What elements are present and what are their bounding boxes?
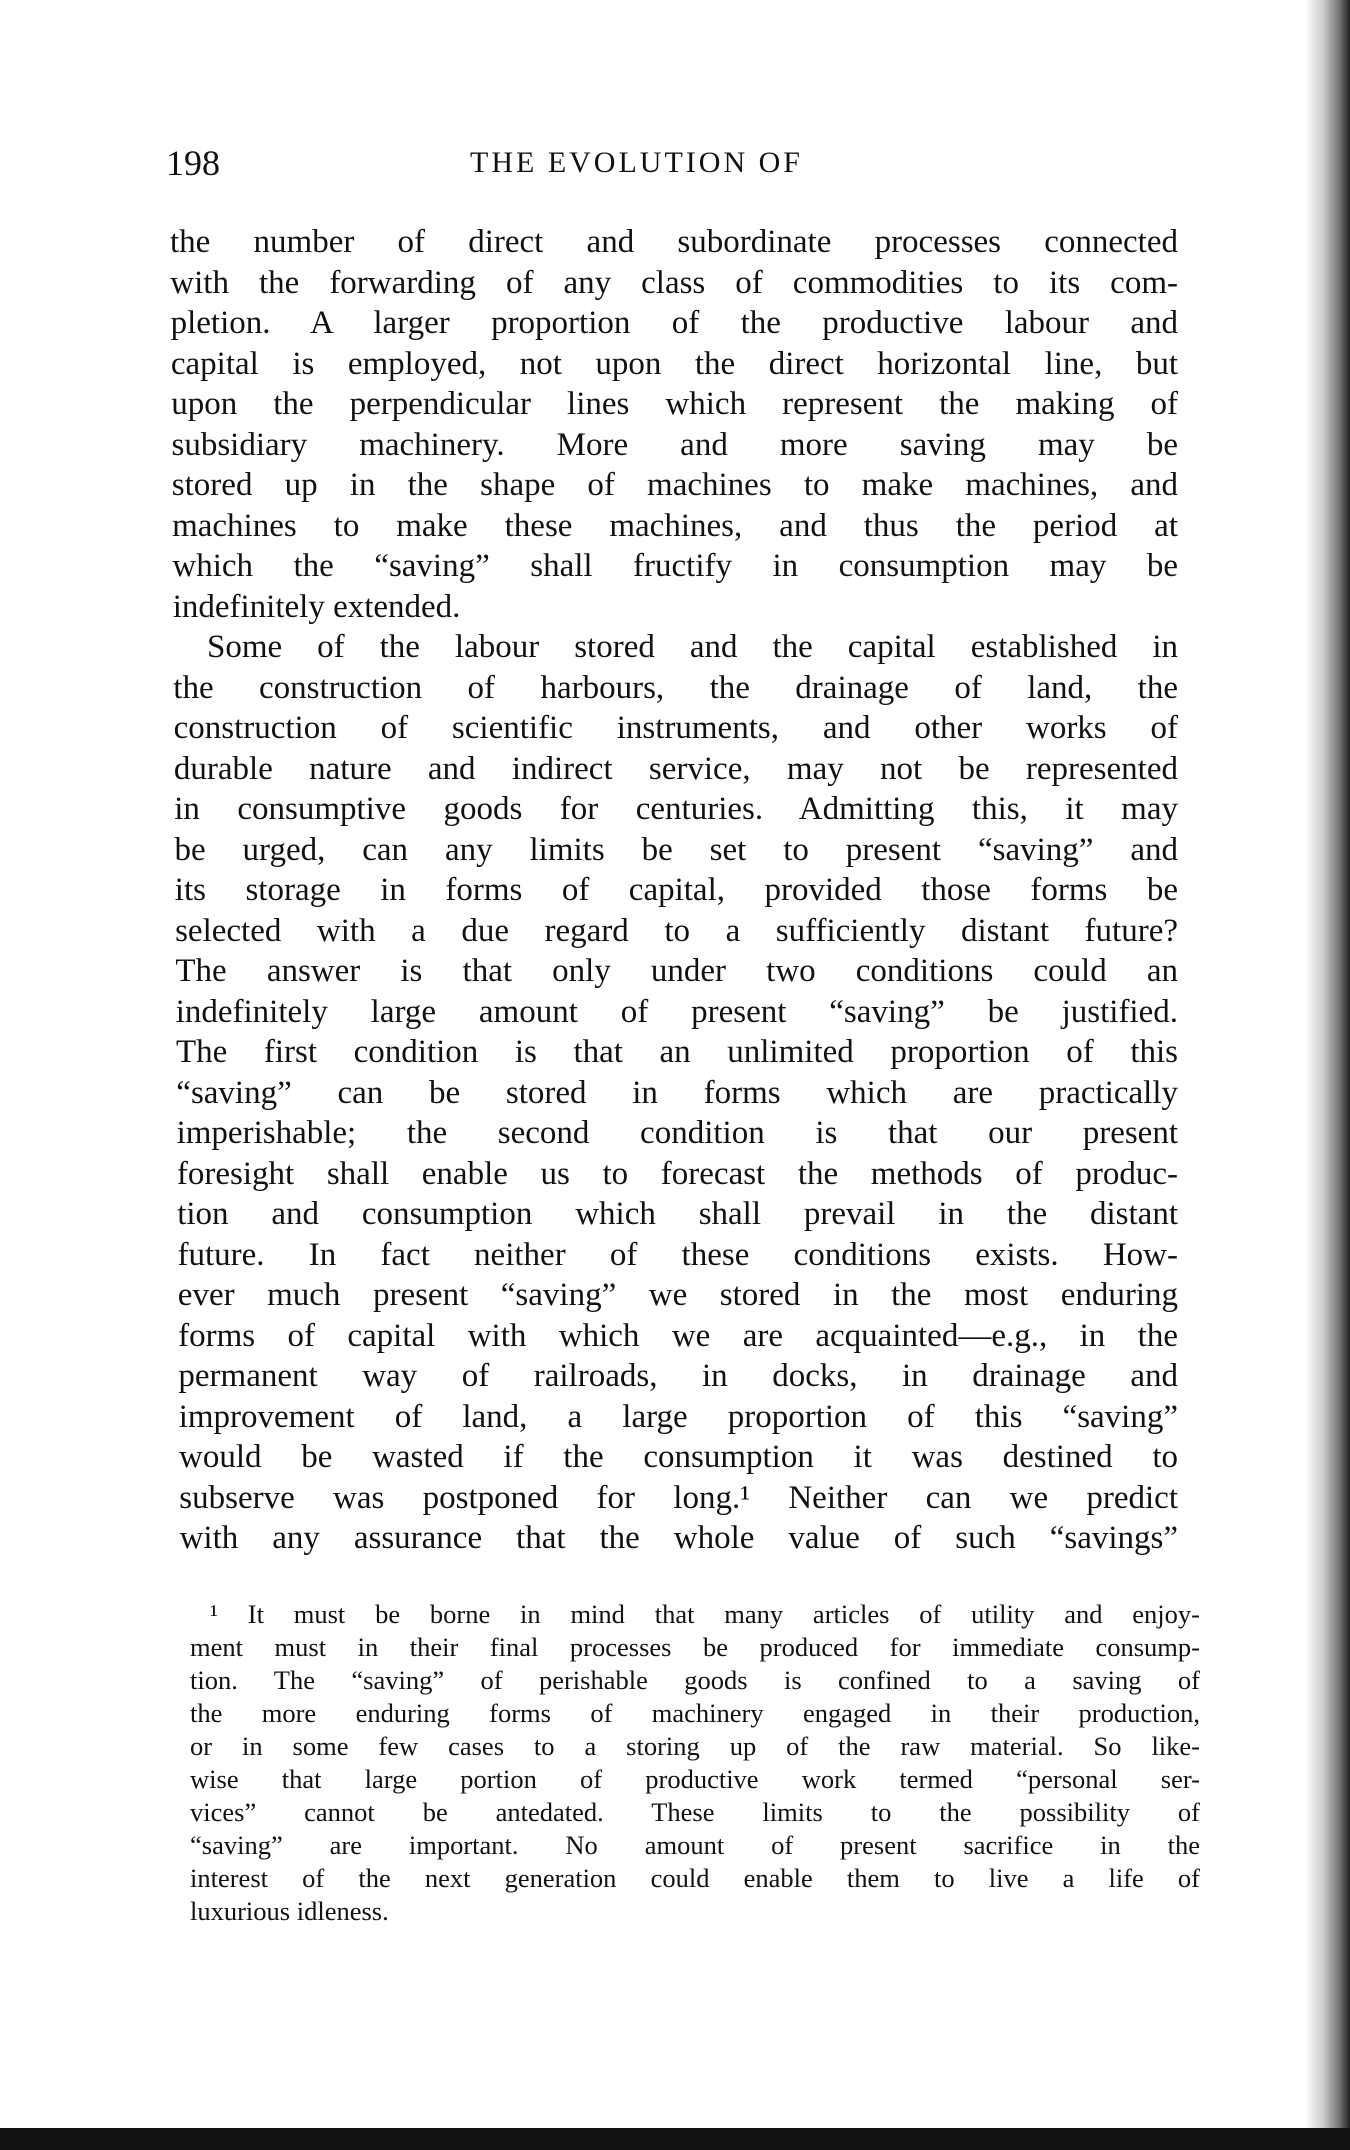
- body-text: [170, 222, 1178, 1559]
- footnote-line: or in some few cases to a storing up of the raw material. So like-: [190, 1731, 1200, 1761]
- footnote-line: the more enduring forms of machinery engaged in their production,: [190, 1698, 1200, 1728]
- text-line: the construction of harbours, the drainage of land, the: [173, 669, 1178, 706]
- text-line: Some of the labour stored and the capital established in: [207, 629, 1178, 665]
- text-line: durable nature and indirect service, may not be represented: [173, 750, 1178, 787]
- text-line: selected with a due regard to a sufficiently distant future?: [175, 912, 1178, 949]
- text-line: upon the perpendicular lines which represent the making of: [171, 386, 1178, 422]
- text-line: subsidiary machinery. More and more saving may be: [171, 426, 1178, 463]
- footnote-line: wise that large portion of productive work termed “personal ser-: [190, 1764, 1200, 1794]
- text-line: subserve was postponed for long.¹ Neither can we predict: [179, 1479, 1178, 1516]
- text-line: pletion. A larger proportion of the productive labour and: [170, 305, 1178, 341]
- page-number: 198: [166, 143, 220, 183]
- text-line: would be wasted if the consumption it was destined to: [179, 1439, 1178, 1475]
- text-line: foresight shall enable us to forecast the methods of produc-: [176, 1155, 1178, 1192]
- text-line: The first condition is that an unlimited proportion of this: [176, 1034, 1178, 1070]
- footnote-line: interest of the next generation could enable them to live a life of: [190, 1863, 1200, 1893]
- page-edge-shadow: [1305, 0, 1350, 2150]
- text-line: capital is employed, not upon the direct horizontal line, but: [170, 345, 1178, 382]
- text-line: its storage in forms of capital, provided those forms be: [174, 872, 1178, 908]
- text-line: with the forwarding of any class of commodities to its com-: [170, 264, 1178, 301]
- footnote: [190, 1598, 1200, 1928]
- text-line: ever much present “saving” we stored in the most enduring: [177, 1277, 1178, 1313]
- running-title: THE EVOLUTION OF: [470, 146, 803, 179]
- text-line: machines to make these machines, and thus the period at: [172, 507, 1178, 544]
- text-line: construction of scientific instruments, and other works of: [173, 710, 1178, 746]
- text-line: “saving” can be stored in forms which are practically: [176, 1074, 1178, 1111]
- footnote-line: “saving” are important. No amount of present sacrifice in the: [190, 1830, 1200, 1860]
- text-line: permanent way of railroads, in docks, in drainage and: [178, 1358, 1178, 1394]
- text-line: which the “saving” shall fructify in consumption may be: [172, 548, 1178, 584]
- text-line: in consumptive goods for centuries. Admitting this, it may: [174, 791, 1178, 827]
- text-line: forms of capital with which we are acquainted—e.g., in the: [178, 1317, 1178, 1354]
- scan-border: [0, 2128, 1350, 2150]
- text-line: indefinitely large amount of present “saving” be justified.: [175, 993, 1178, 1030]
- text-line: indefinitely extended.: [172, 588, 461, 625]
- footnote-line: vices” cannot be antedated. These limits to the possibility of: [190, 1797, 1200, 1827]
- text-line: tion and consumption which shall prevail in the distant: [177, 1196, 1178, 1232]
- text-line: be urged, can any limits be set to present “saving” and: [174, 831, 1178, 868]
- text-line: future. In fact neither of these conditions exists. How-: [177, 1236, 1178, 1273]
- text-line: imperishable; the second condition is that our present: [176, 1115, 1178, 1151]
- text-line: with any assurance that the whole value of such “savings”: [179, 1520, 1178, 1556]
- text-line: improvement of land, a large proportion of this “saving”: [178, 1398, 1178, 1435]
- text-line: The answer is that only under two conditions could an: [175, 953, 1178, 989]
- footnote-line: ¹ It must be borne in mind that many articles of utility and enjoy-: [210, 1599, 1200, 1629]
- footnote-line: ment must in their final processes be produced for immediate consump-: [190, 1632, 1200, 1662]
- footnote-line: luxurious idleness.: [190, 1896, 389, 1926]
- text-line: the number of direct and subordinate processes connected: [170, 224, 1178, 260]
- text-line: stored up in the shape of machines to make machines, and: [171, 467, 1178, 503]
- footnote-line: tion. The “saving” of perishable goods is confined to a saving of: [190, 1665, 1200, 1695]
